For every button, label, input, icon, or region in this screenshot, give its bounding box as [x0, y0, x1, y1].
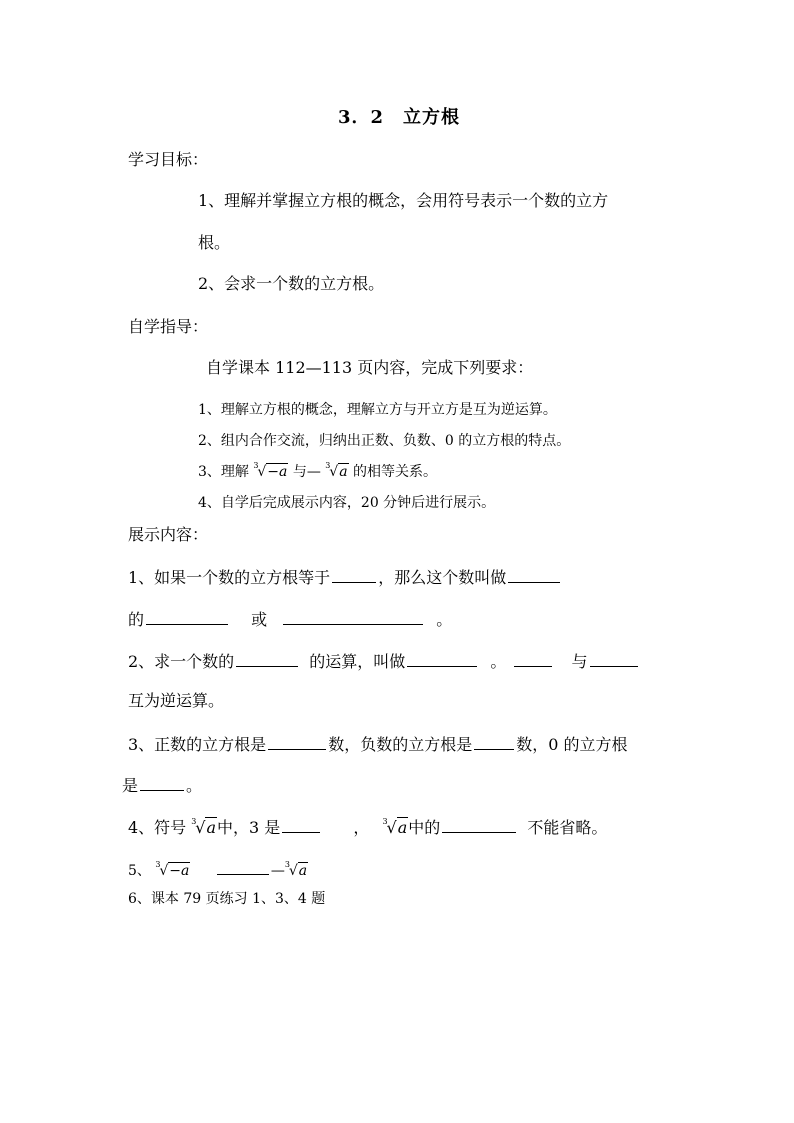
- q4-text-b: 中，3 是: [217, 818, 281, 837]
- req3-suffix: 的相等关系。: [353, 464, 438, 480]
- radical-sign: √: [159, 863, 169, 879]
- cube-root-a: [383, 818, 409, 838]
- q3-blank-2[interactable]: [474, 733, 514, 750]
- q4-blank-2[interactable]: [442, 816, 516, 833]
- q3-text-c: 数，0 的立方根: [516, 735, 628, 754]
- guide-requirement-3: [198, 462, 437, 482]
- radicand: a: [298, 863, 308, 879]
- question-5: [128, 858, 308, 881]
- question-1-line-1: [128, 566, 562, 588]
- root-index: 3: [253, 461, 259, 470]
- q1-text-c: 的: [128, 610, 145, 629]
- q1-text-d: 或: [251, 610, 268, 629]
- question-3-line-1: [128, 733, 627, 755]
- question-3-line-2: [122, 774, 202, 796]
- root-index: 3: [191, 817, 197, 826]
- q3-text-e: 。: [186, 776, 203, 795]
- q3-text-a: 3、正数的立方根是: [128, 735, 267, 754]
- q3-blank-3[interactable]: [140, 774, 184, 791]
- q2-text-d: 与: [571, 652, 588, 671]
- radical-sign: √: [257, 464, 267, 480]
- root-index: 3: [325, 461, 331, 470]
- objective-1-line-2: 根。: [198, 233, 231, 252]
- q1-text-a: 1、如果一个数的立方根等于: [128, 568, 331, 587]
- radicand: a: [339, 464, 348, 480]
- question-6: 6、课本 79 页练习 1、3、4 题: [128, 891, 326, 907]
- radicand: −a: [267, 464, 288, 480]
- root-index: 3: [382, 817, 388, 826]
- radical-sign: √: [329, 464, 339, 480]
- q1-text-e: 。: [436, 610, 453, 629]
- radical-sign: √: [288, 863, 298, 879]
- question-2-line-1: [128, 650, 640, 672]
- question-1-line-2: [128, 608, 452, 630]
- q2-blank-4[interactable]: [590, 650, 638, 667]
- radical-sign: √: [195, 818, 206, 837]
- q4-text-e: 不能省略。: [527, 818, 608, 837]
- guide-intro: 自学课本 112—113 页内容，完成下列要求：: [206, 358, 534, 377]
- q4-text-a: 4、符号: [128, 818, 187, 837]
- cube-root-neg-a: [253, 462, 288, 482]
- radicand: −a: [169, 863, 190, 879]
- display-heading: 展示内容：: [128, 525, 209, 544]
- q4-blank-1[interactable]: [282, 816, 320, 833]
- objectives-heading: 学习目标：: [128, 150, 209, 169]
- guide-heading: 自学指导：: [128, 317, 209, 336]
- q1-blank-3[interactable]: [146, 608, 228, 625]
- question-2-line-2: 互为逆运算。: [128, 691, 225, 710]
- q2-text-b: 的运算，叫做: [309, 652, 406, 671]
- objective-1-line-1: 1、理解并掌握立方根的概念，会用符号表示一个数的立方: [198, 191, 609, 210]
- req3-mid: 与—: [292, 464, 321, 480]
- q2-blank-2[interactable]: [407, 650, 477, 667]
- guide-requirement-4: 4、自学后完成展示内容，20 分钟后进行展示。: [198, 495, 496, 511]
- root-index: 3: [155, 860, 161, 869]
- q4-text-c: ，: [353, 818, 370, 837]
- q5-text-a: 5、: [128, 863, 151, 879]
- q2-blank-3[interactable]: [514, 650, 552, 667]
- objective-2: 2、会求一个数的立方根。: [198, 274, 385, 293]
- radicand: a: [206, 818, 217, 837]
- q3-text-b: 数，负数的立方根是: [328, 735, 473, 754]
- question-4: [128, 816, 607, 838]
- radicand: a: [397, 818, 408, 837]
- q2-text-c: 。: [490, 652, 507, 671]
- q1-blank-1[interactable]: [332, 566, 376, 583]
- page-title: 3．2 立方根: [338, 107, 461, 128]
- q3-text-d: 是: [122, 776, 139, 795]
- q2-blank-1[interactable]: [236, 650, 298, 667]
- guide-requirement-1: 1、理解立方根的概念，理解立方与开立方是互为逆运算。: [198, 402, 557, 418]
- radical-sign: √: [386, 818, 397, 837]
- cube-root-neg-a: [155, 861, 190, 881]
- cube-root-a: [191, 818, 217, 838]
- cube-root-a: [325, 462, 348, 482]
- guide-requirement-2: 2、组内合作交流，归纳出正数、负数、0 的立方根的特点。: [198, 433, 571, 449]
- q2-text-a: 2、求一个数的: [128, 652, 235, 671]
- q1-blank-4[interactable]: [283, 608, 423, 625]
- q5-dash: —: [270, 863, 285, 879]
- root-index: 3: [284, 860, 290, 869]
- q3-blank-1[interactable]: [268, 733, 326, 750]
- q1-blank-2[interactable]: [508, 566, 560, 583]
- req3-prefix: 3、理解: [198, 464, 249, 480]
- cube-root-a: [285, 861, 308, 881]
- q1-text-b: ，那么这个数叫做: [378, 568, 507, 587]
- q4-text-d: 中的: [408, 818, 441, 837]
- q5-blank[interactable]: [217, 858, 269, 875]
